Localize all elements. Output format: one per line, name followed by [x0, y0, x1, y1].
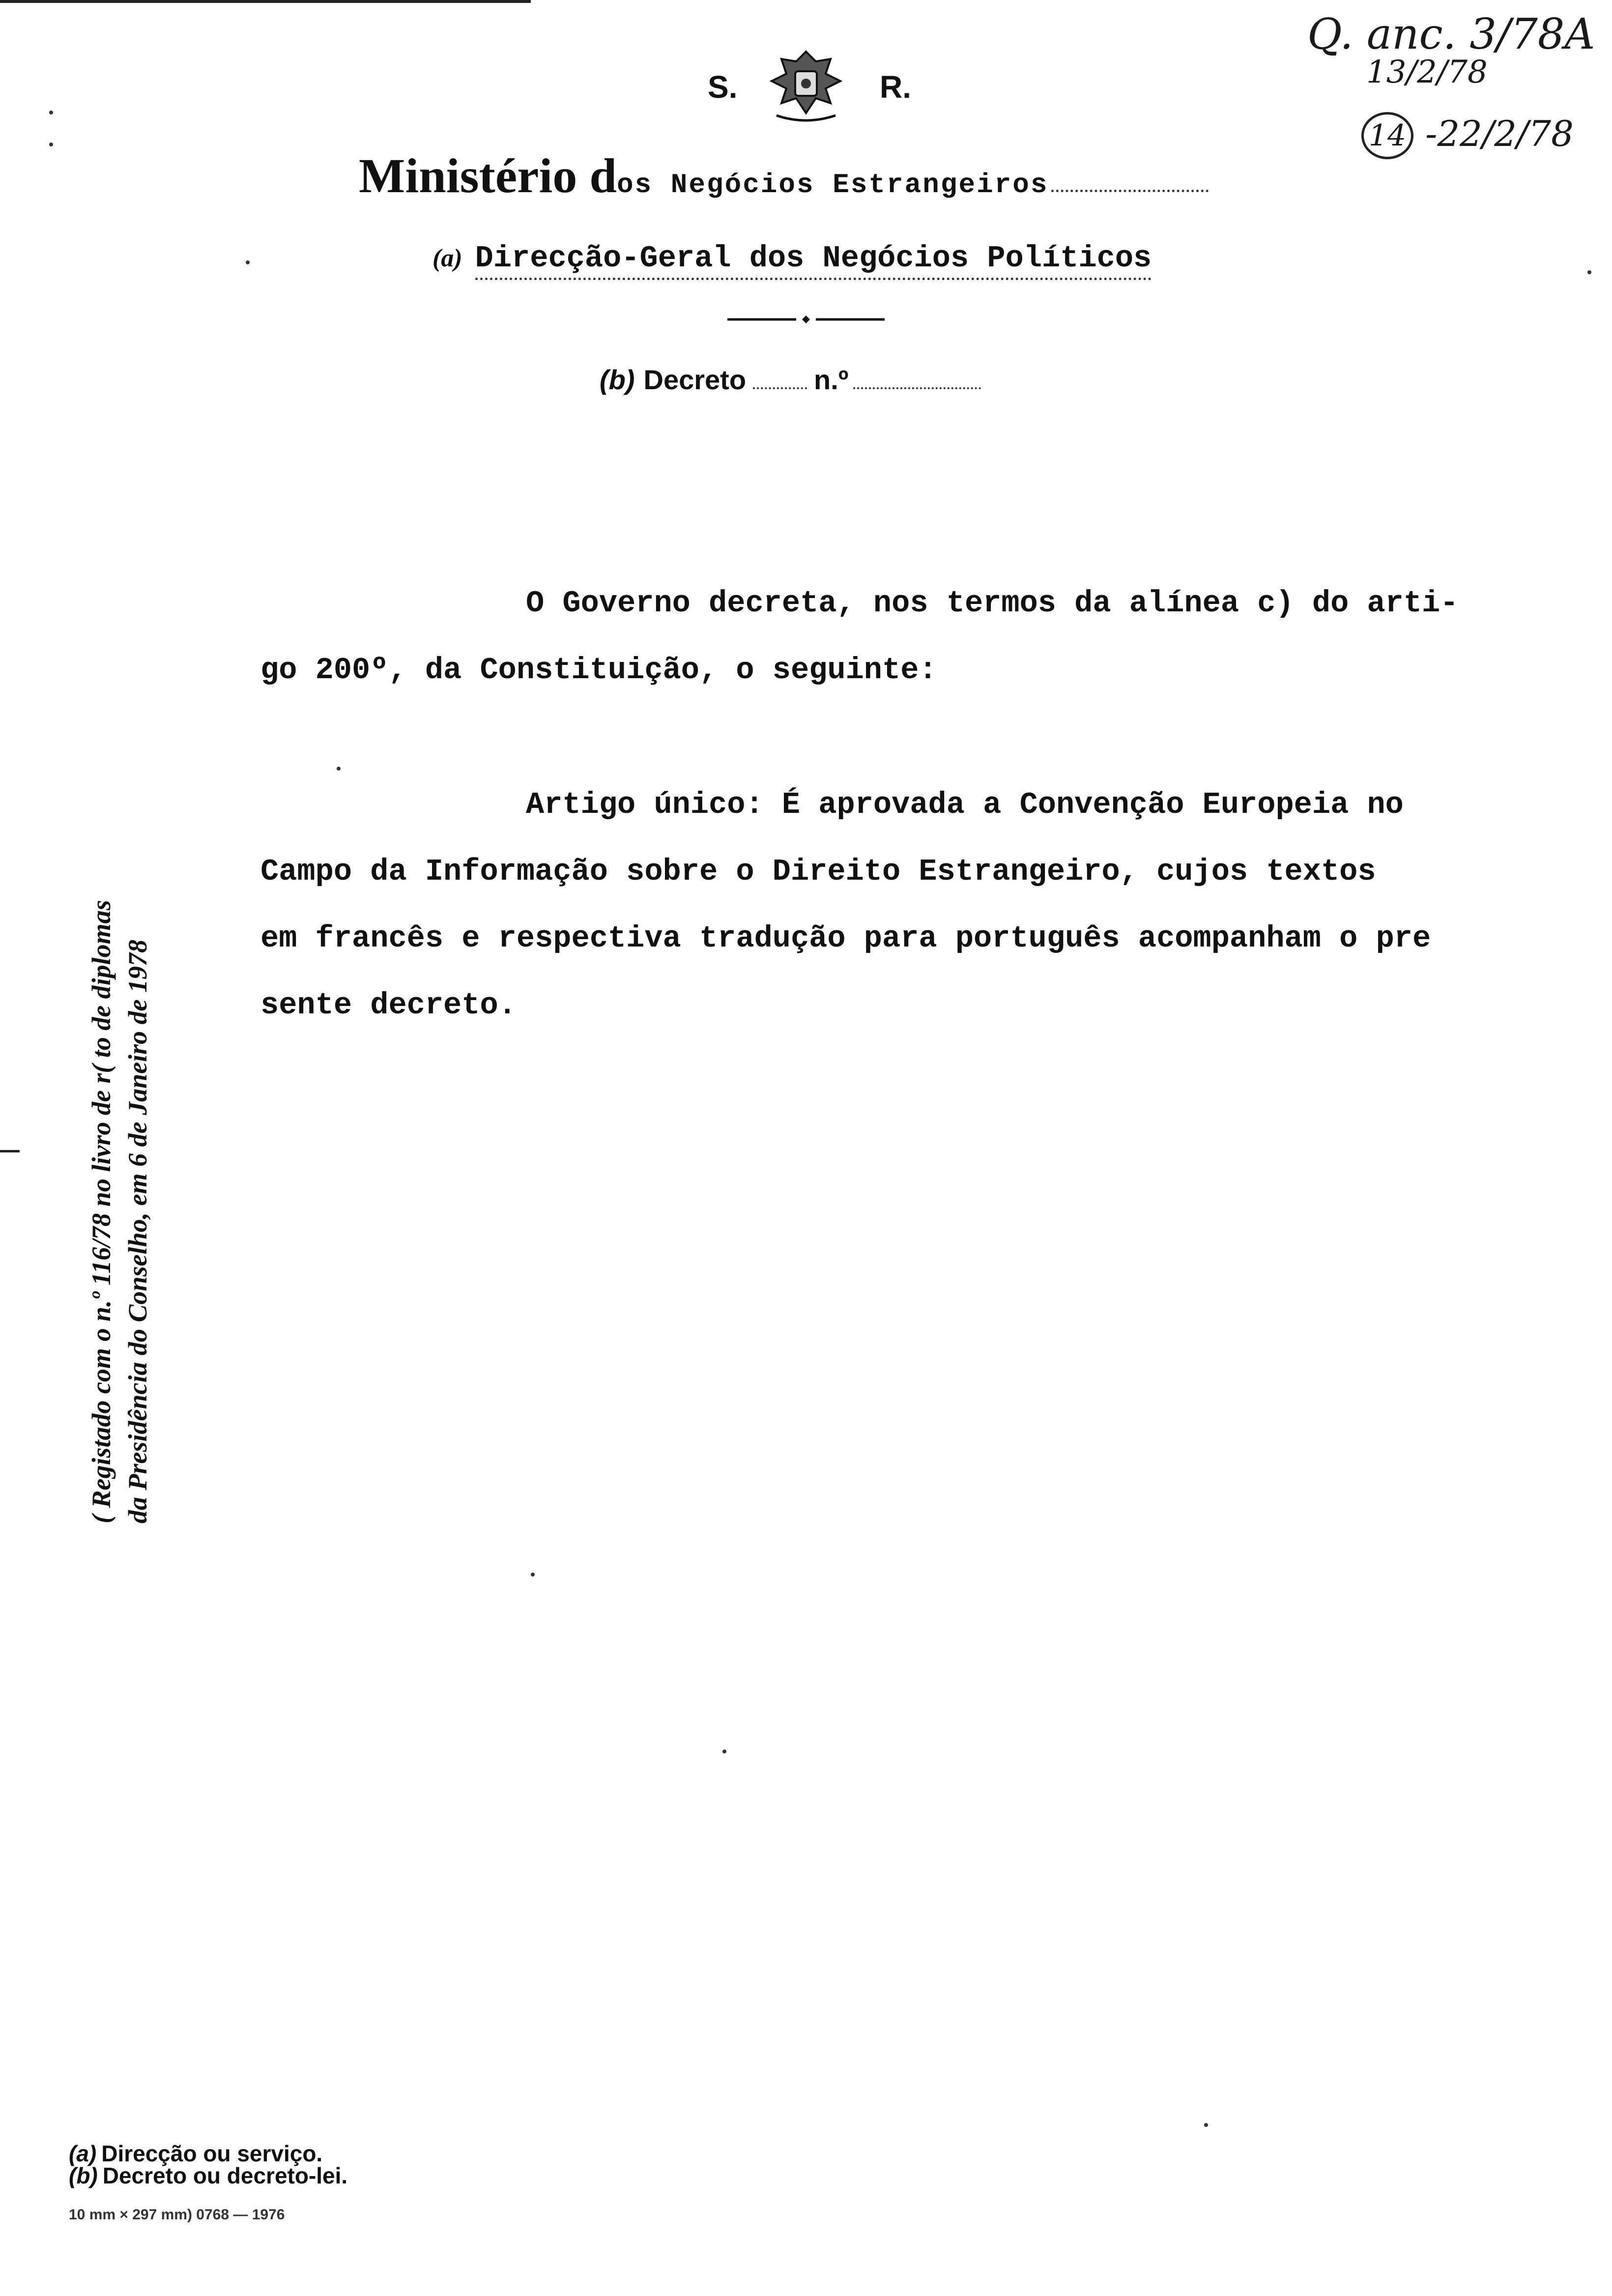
paragraph-1-line-2: go 200º, da Constituição, o seguinte: — [260, 653, 937, 688]
ministry-label: Ministério d — [359, 148, 617, 203]
handwritten-circled-number: 14 — [1361, 112, 1413, 159]
registration-note — [86, 590, 153, 1523]
ministry-dotted-blank — [1051, 190, 1209, 192]
scan-speck — [49, 111, 53, 115]
handwritten-reference: Q. anc. 3/78A — [1307, 10, 1595, 59]
paragraph-2-line-1: Artigo único: É aprovada a Convenção Europeia no — [526, 787, 1404, 822]
ministry-name: os Negócios Estrangeiros — [616, 169, 1049, 201]
footnote-a-tag: (a) — [69, 2141, 97, 2166]
scan-speck — [722, 1750, 726, 1753]
coat-of-arms-icon — [757, 47, 855, 125]
header-s-label: S. — [708, 69, 738, 105]
paragraph-2-line-3: em francês e respectiva tradução para português acompanham o pre — [260, 921, 1431, 956]
decree-tag: (b) — [600, 364, 635, 395]
paragraph-2-line-2: Campo da Informação sobre o Direito Estrangeiro, cujos textos — [260, 854, 1376, 889]
footnote-a-text: Direcção ou serviço. — [101, 2141, 323, 2166]
number-label: n.º — [814, 364, 849, 395]
scan-speck — [531, 1573, 535, 1577]
registration-note-line-1: ( Registado com o n.º 116/78 no livro de r( to de diplomas — [86, 900, 116, 1523]
decree-type-blank — [753, 387, 807, 389]
handwritten-date: 13/2/78 — [1366, 54, 1488, 90]
scan-speck — [49, 143, 53, 146]
scan-speck — [337, 767, 341, 771]
left-margin-mark — [0, 1150, 20, 1152]
registration-note-line-2: da Presidência do Conselho, em 6 de Janeiro de 1978 — [123, 940, 152, 1523]
scan-speck — [246, 260, 250, 264]
decree-number-blank — [853, 387, 981, 389]
scan-speck — [1587, 270, 1591, 274]
paragraph-1-line-1: O Governo decreta, nos termos da alínea c) do arti- — [526, 586, 1459, 621]
scan-speck — [1204, 2123, 1208, 2127]
ornamental-divider — [727, 315, 885, 324]
print-code: 10 mm × 297 mm) 0768 — 1976 — [69, 2207, 285, 2223]
footnote-b — [69, 2162, 347, 2189]
decree-label: Decreto — [643, 364, 747, 395]
top-edge-rule — [0, 0, 531, 3]
ministry-line — [359, 147, 1209, 204]
directorate-line — [432, 241, 1151, 276]
footnote-b-text: Decreto ou decreto-lei. — [102, 2163, 348, 2188]
footnote-b-tag: (b) — [69, 2163, 98, 2188]
header-r-label: R. — [880, 69, 911, 105]
handwritten-date-2: -22/2/78 — [1425, 113, 1574, 154]
decree-number-line — [600, 364, 981, 396]
directorate-tag: (a) — [432, 244, 462, 272]
directorate-name: Direcção-Geral dos Negócios Políticos — [475, 241, 1152, 280]
paragraph-2-line-4: sente decreto. — [260, 988, 517, 1023]
